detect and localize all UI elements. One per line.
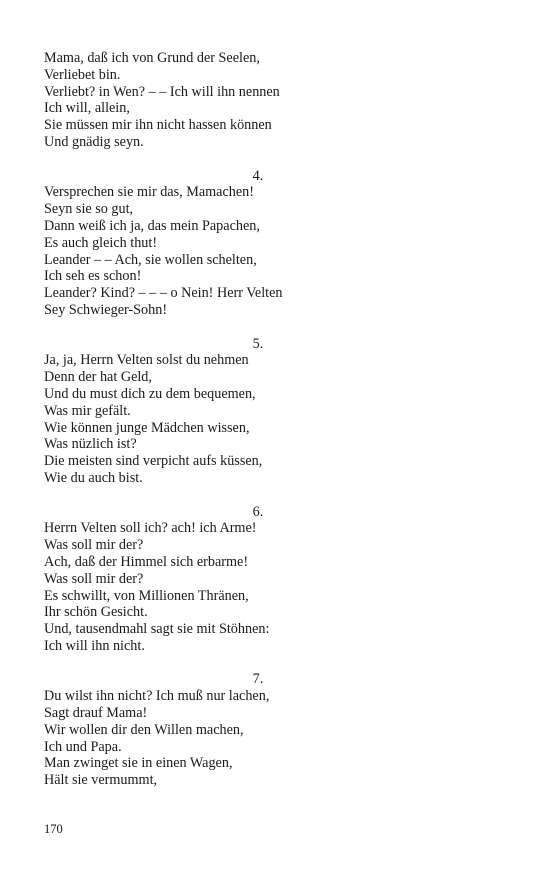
verse-line: Wie können junge Mädchen wissen,	[44, 419, 250, 436]
verse-line: Und gnädig seyn.	[44, 133, 144, 150]
verse-line: Leander? Kind? – – – o Nein! Herr Velten	[44, 285, 283, 302]
stanza-gap	[44, 655, 324, 672]
verse-line: Du wilst ihn nicht? Ich muß nur lachen,	[44, 688, 270, 705]
verse-line: Hält sie vermummt,	[44, 772, 158, 789]
stanza-number-label: 6.	[252, 503, 264, 520]
verse-line: Wie du auch bist.	[44, 469, 143, 486]
verse-line: Dann weiß ich ja, das mein Papachen,	[44, 217, 260, 234]
verse-line: Ach, daß der Himmel sich erbarme!	[44, 553, 249, 570]
verse-line: Und, tausendmahl sagt sie mit Stöhnen:	[44, 621, 270, 638]
verse-line: Was soll mir der?	[44, 570, 144, 587]
verse-line: Verliebt? in Wen? – – Ich will ihn nennen	[44, 83, 280, 100]
stanza-gap	[44, 319, 324, 336]
poem-text	[44, 50, 324, 789]
verse-line: Wir wollen dir den Willen machen,	[44, 721, 244, 738]
verse-line: Denn der hat Geld,	[44, 369, 152, 386]
verse-line: Sey Schwieger-Sohn!	[44, 301, 168, 318]
verse-line: Ich seh es schon!	[44, 268, 142, 285]
page-number: 170	[44, 822, 63, 836]
verse-line: Ich will, allein,	[44, 100, 130, 117]
stanza-number	[44, 504, 324, 521]
verse-line: Was nüzlich ist?	[44, 436, 137, 453]
verse-line: Sagt drauf Mama!	[44, 705, 148, 722]
verse-line: Versprechen sie mir das, Mamachen!	[44, 184, 254, 201]
verse-line: Verliebet bin.	[44, 66, 121, 83]
stanza-number-label: 4.	[252, 167, 264, 184]
stanza-number-label: 7.	[252, 671, 264, 688]
verse-line: Und du must dich zu dem bequemen,	[44, 385, 256, 402]
stanza-number	[44, 168, 324, 185]
verse-line: Ich und Papa.	[44, 738, 122, 755]
verse-line: Es schwillt, von Millionen Thränen,	[44, 587, 249, 604]
stanza-gap	[44, 487, 324, 504]
verse-line: Sie müssen mir ihn nicht hassen können	[44, 117, 272, 134]
verse-line: Herrn Velten soll ich? ach! ich Arme!	[44, 520, 257, 537]
verse-line: Ihr schön Gesicht.	[44, 604, 148, 621]
stanza	[44, 50, 324, 151]
verse-line: Seyn sie so gut,	[44, 201, 134, 218]
verse-line: Mama, daß ich von Grund der Seelen,	[44, 50, 260, 66]
verse-line: Was soll mir der?	[44, 537, 144, 554]
verse-line: Leander – – Ach, sie wollen schelten,	[44, 251, 257, 268]
verse-line: Was mir gefält.	[44, 402, 131, 419]
stanza	[44, 671, 324, 789]
stanza	[44, 168, 324, 319]
stanza	[44, 336, 324, 487]
stanza-number-label: 5.	[252, 335, 264, 352]
verse-line: Die meisten sind verpicht aufs küssen,	[44, 453, 263, 470]
verse-line: Es auch gleich thut!	[44, 234, 158, 251]
verse-line: Ich will ihn nicht.	[44, 637, 145, 654]
stanza-number	[44, 336, 324, 353]
verse-line: Man zwinget sie in einen Wagen,	[44, 755, 233, 772]
stanza	[44, 504, 324, 655]
stanza-gap	[44, 151, 324, 168]
verse-line: Ja, ja, Herrn Velten solst du nehmen	[44, 352, 249, 369]
stanza-number	[44, 671, 324, 688]
